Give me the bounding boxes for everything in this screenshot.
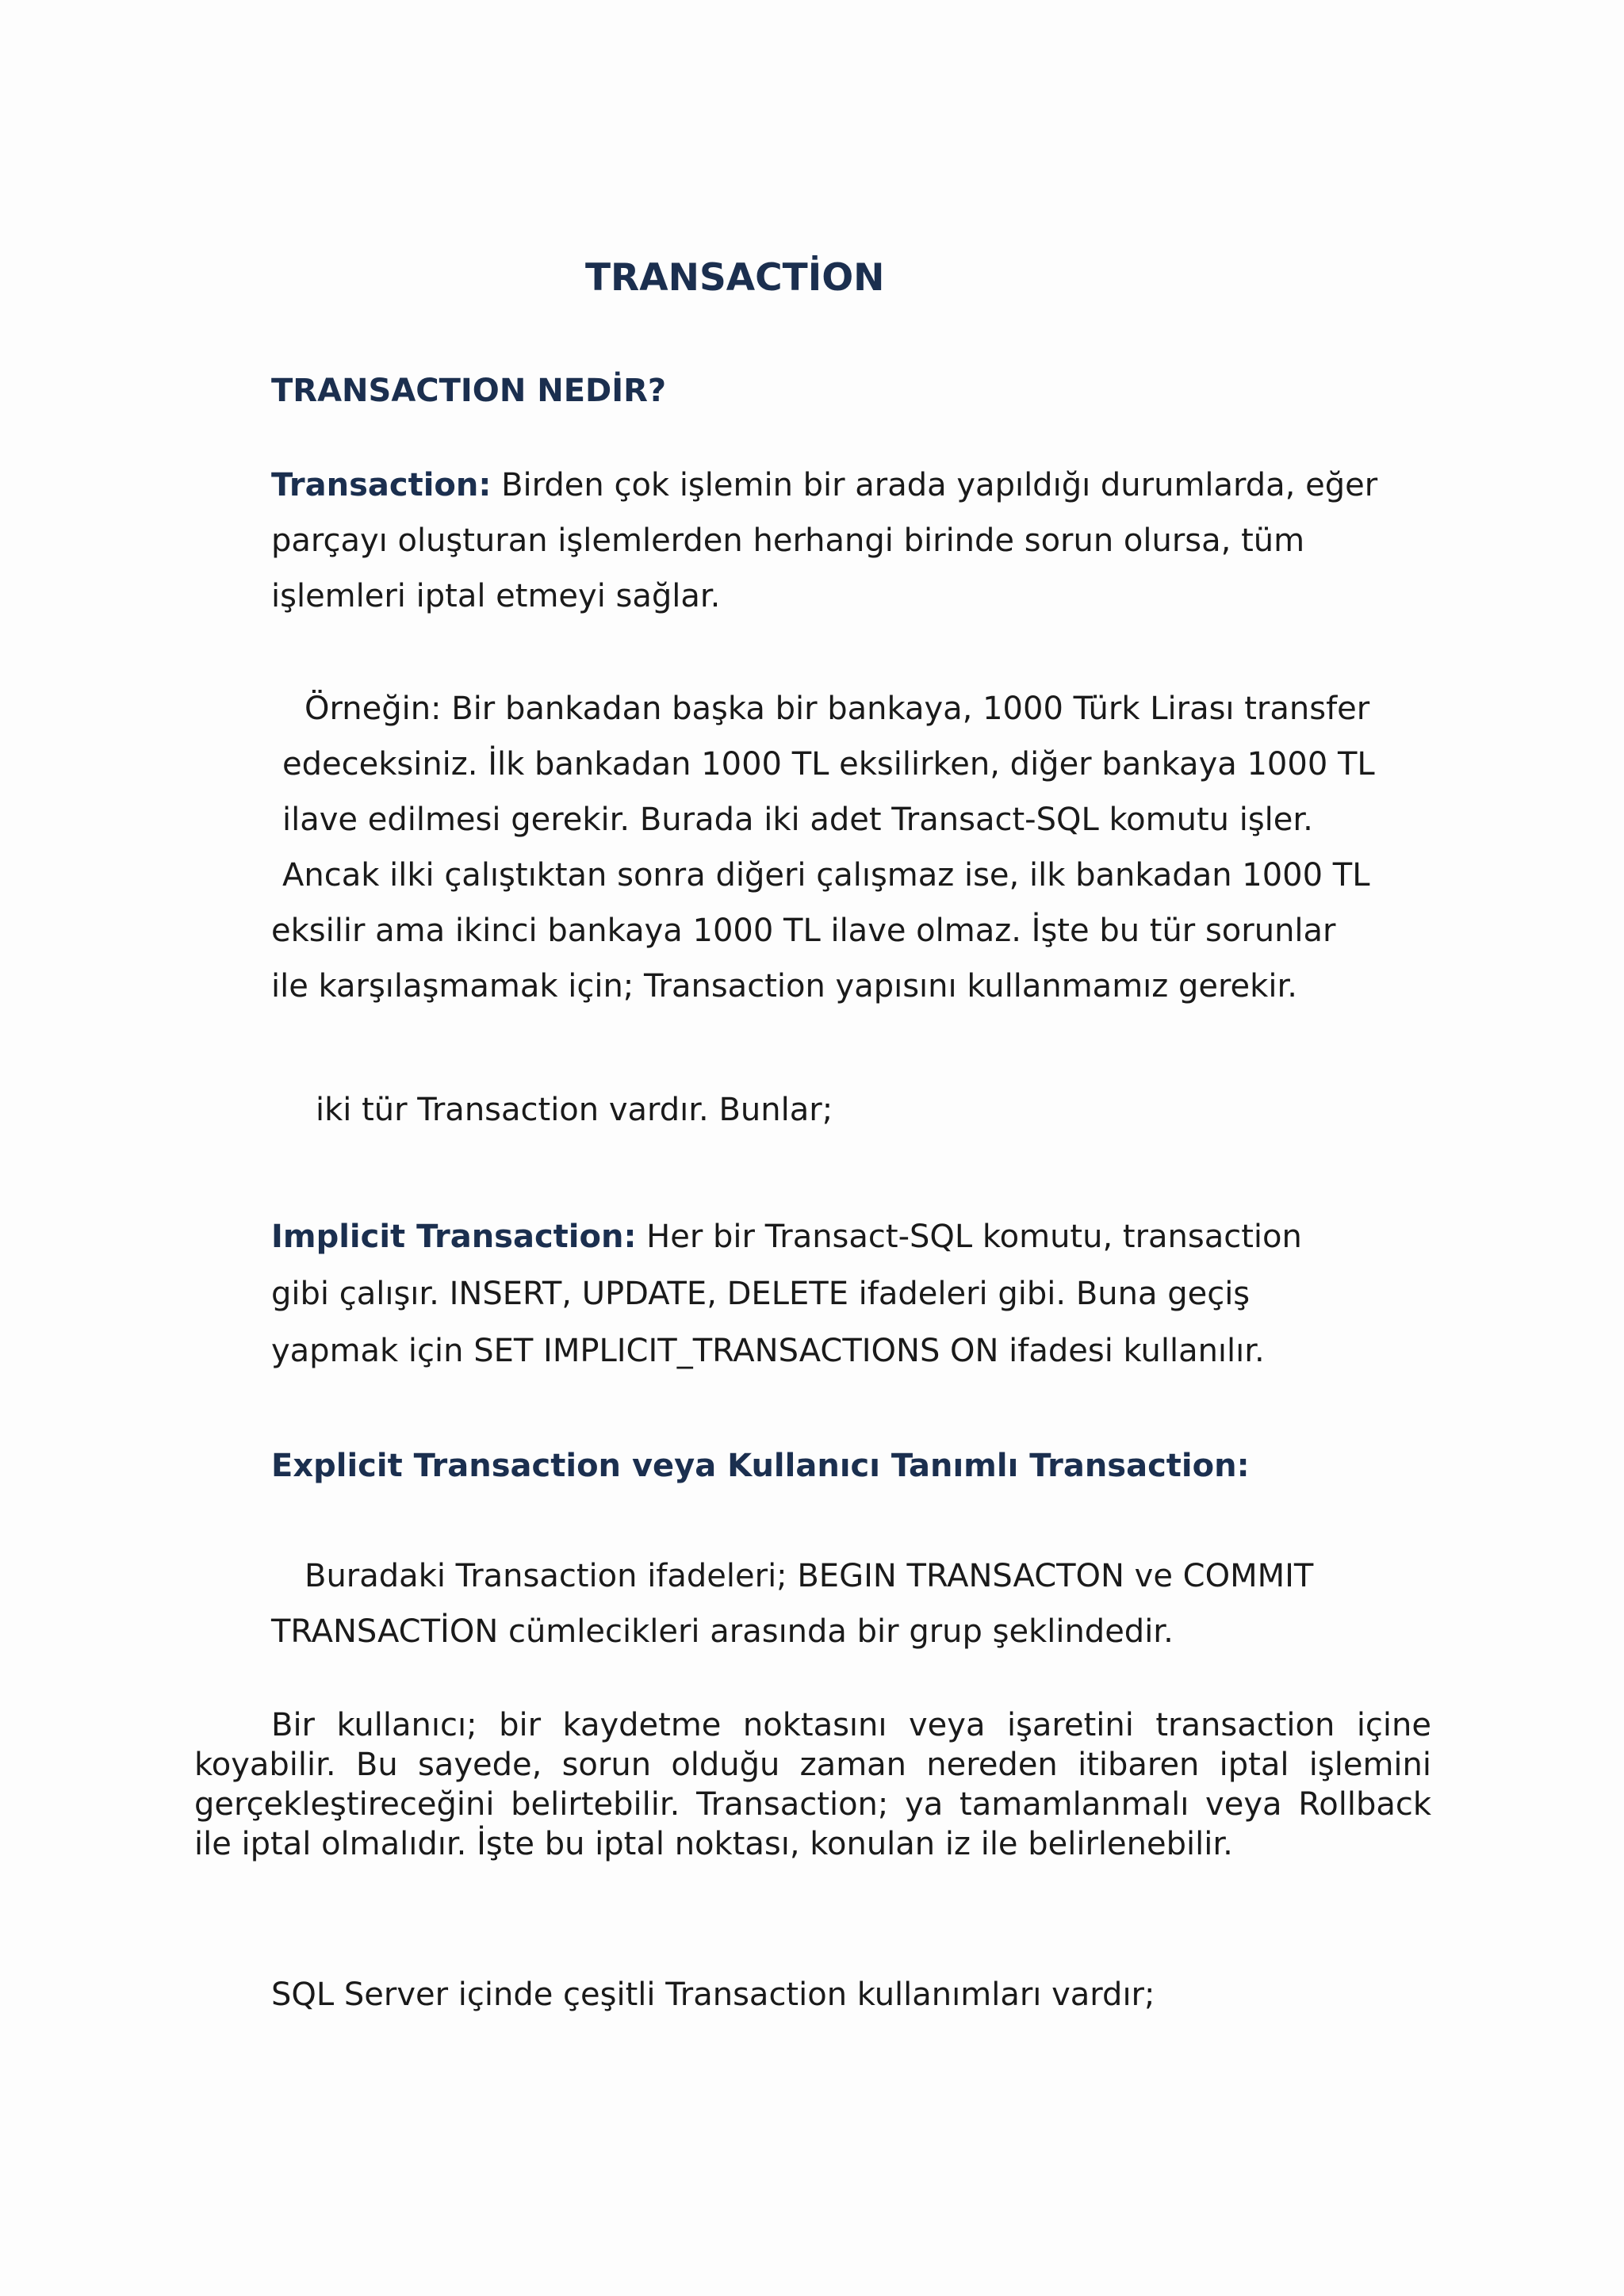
example-line-6: ile karşılaşmamak için; Transaction yapısını kullanmamız gerekir. <box>271 968 1297 1004</box>
implicit-label: Implicit Transaction: <box>271 1219 637 1255</box>
explicit-line-2: TRANSACTİON cümlecikleri arasında bir grup şeklindedir. <box>271 1613 1174 1650</box>
definition-text-1: Birden çok işlemin bir arada yapıldığı durumlarda, eğer <box>491 467 1378 503</box>
implicit-line-3: yapmak için SET IMPLICIT_TRANSACTIONS ON ifadesi kullanılır. <box>271 1333 1265 1369</box>
savepoint-paragraph: Bir kullanıcı; bir kaydetme noktasını veya işaretini transaction içine koyabilir. Bu sayede, sorun olduğu zaman nereden itibaren iptal işlemini gerçekleştireceğini belirtebilir. Transaction; ya tamamlanmalı veya Rollback ile iptal olmalıdır. İşte bu iptal noktası, konulan iz ile belirlenebilir. <box>194 1707 1431 1862</box>
explicit-heading: Explicit Transaction veya Kullanıcı Tanımlı Transaction: <box>271 1448 1250 1484</box>
closing-line: SQL Server içinde çeşitli Transaction kullanımları vardır; <box>271 1976 1155 2013</box>
example-line-4: Ancak ilki çalıştıktan sonra diğeri çalışmaz ise, ilk bankadan 1000 TL <box>282 857 1370 894</box>
example-line-1 <box>304 693 1369 725</box>
definition-line-2: parçayı oluşturan işlemlerden herhangi birinde sorun olursa, tüm <box>271 522 1305 559</box>
definition-line-1 <box>271 469 1377 501</box>
definition-line-3: işlemleri iptal etmeyi sağlar. <box>271 578 721 614</box>
document-title: TRANSACTİON <box>585 256 885 300</box>
implicit-line-2: gibi çalışır. INSERT, UPDATE, DELETE ifadeleri gibi. Buna geçiş <box>271 1276 1251 1312</box>
explicit-line-1: Buradaki Transaction ifadeleri; BEGIN TRANSACTON ve COMMIT <box>304 1558 1314 1594</box>
definition-label: Transaction: <box>271 467 492 503</box>
example-text-1: Bir bankadan başka bir bankaya, 1000 Türk Lirası transfer <box>441 691 1370 727</box>
example-line-5: eksilir ama ikinci bankaya 1000 TL ilave olmaz. İşte bu tür sorunlar <box>271 913 1336 949</box>
example-line-2: edeceksiniz. İlk bankadan 1000 TL eksilirken, diğer bankaya 1000 TL <box>282 746 1375 783</box>
section-heading: TRANSACTION NEDİR? <box>271 373 667 409</box>
implicit-line-1 <box>271 1221 1302 1253</box>
example-prefix: Örneğin: <box>304 691 442 727</box>
example-line-3: ilave edilmesi gerekir. Burada iki adet Transact-SQL komutu işler. <box>282 802 1313 838</box>
types-intro: iki tür Transaction vardır. Bunlar; <box>316 1092 833 1128</box>
implicit-text-1: Her bir Transact-SQL komutu, transaction <box>636 1219 1302 1255</box>
